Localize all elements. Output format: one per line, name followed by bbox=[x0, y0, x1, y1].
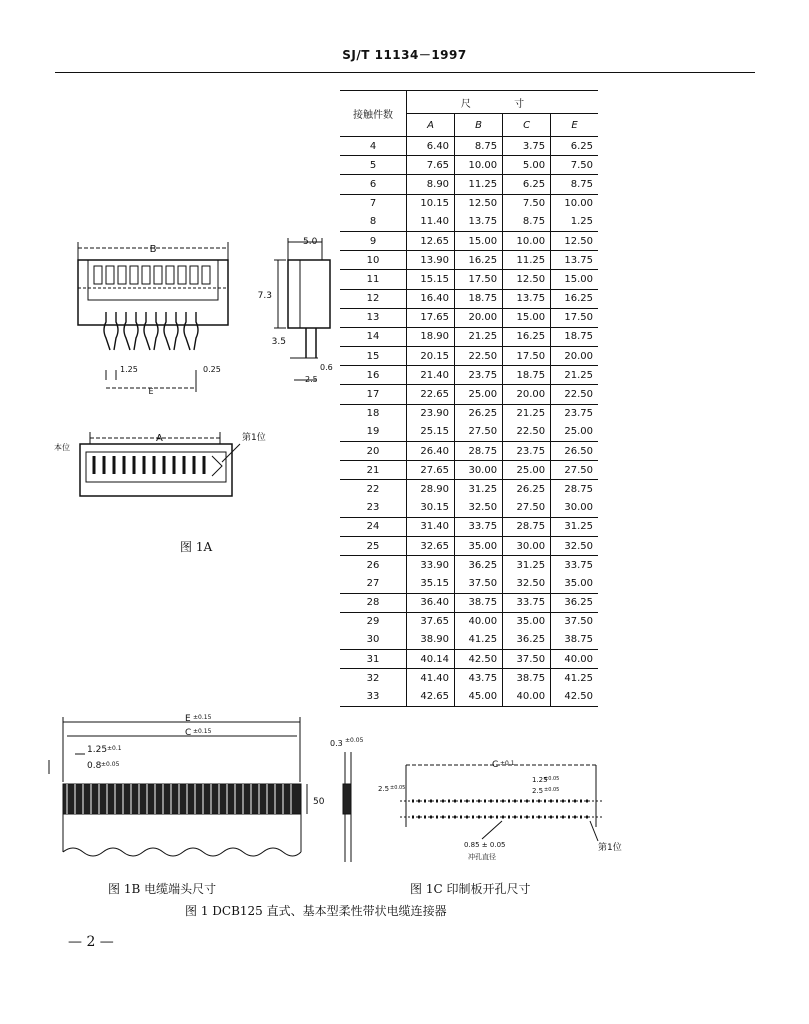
label-c: C bbox=[185, 728, 192, 738]
table-cell-count: 10 bbox=[340, 251, 407, 270]
table-cell-value: 6.25 bbox=[551, 137, 598, 156]
table-cell-count: 13 bbox=[340, 308, 407, 327]
table-cell-count: 30 bbox=[340, 631, 407, 650]
table-cell-value: 35.00 bbox=[551, 574, 598, 593]
figure-1a-caption: 图 1A bbox=[180, 540, 213, 554]
table-cell-value: 15.00 bbox=[503, 308, 551, 327]
table-cell-count: 11 bbox=[340, 270, 407, 289]
main-figure-caption: 图 1 DCB125 直式、基本型柔性带状电缆连接器 bbox=[185, 904, 447, 918]
table-cell-value: 13.75 bbox=[551, 251, 598, 270]
table-cell-count: 17 bbox=[340, 385, 407, 404]
label-e-tol: ±0.15 bbox=[193, 714, 212, 721]
table-cell-value: 20.00 bbox=[551, 347, 598, 366]
table-cell-value: 41.25 bbox=[455, 631, 503, 650]
table-cell-value: 15.00 bbox=[455, 231, 503, 250]
cable-side bbox=[330, 737, 364, 862]
board-holes bbox=[412, 801, 592, 817]
table-cell-value: 1.25 bbox=[551, 213, 598, 232]
table-cell-value: 27.50 bbox=[503, 499, 551, 518]
table-cell-value: 18.90 bbox=[407, 327, 455, 346]
table-cell-value: 36.25 bbox=[551, 593, 598, 612]
table-cell-count: 4 bbox=[340, 137, 407, 156]
table-cell-value: 7.50 bbox=[503, 194, 551, 213]
table-cell-value: 12.50 bbox=[503, 270, 551, 289]
label-hole: 0.85 ± 0.05 bbox=[464, 841, 506, 849]
table-cell-value: 28.75 bbox=[455, 442, 503, 461]
table-cell-value: 8.75 bbox=[455, 137, 503, 156]
table-cell-value: 40.00 bbox=[551, 650, 598, 669]
table-cell-count: 16 bbox=[340, 366, 407, 385]
table-cell-count: 19 bbox=[340, 423, 407, 442]
table-cell-count: 6 bbox=[340, 175, 407, 194]
figure-1a-drawing bbox=[50, 230, 350, 510]
label-25c-tol: ±0.05 bbox=[544, 787, 560, 793]
label-08: 0.8 bbox=[87, 761, 102, 771]
table-cell-count: 22 bbox=[340, 480, 407, 499]
table-cell-value: 25.00 bbox=[455, 385, 503, 404]
table-cell-value: 40.14 bbox=[407, 650, 455, 669]
table-row bbox=[340, 556, 598, 575]
table-cell-value: 28.75 bbox=[551, 480, 598, 499]
table-cell-value: 22.50 bbox=[455, 347, 503, 366]
table-cell-value: 37.50 bbox=[503, 650, 551, 669]
connector-side-view bbox=[258, 237, 333, 384]
label-c-tol: ±0.1 bbox=[500, 760, 515, 767]
table-row bbox=[340, 137, 598, 156]
table-cell-value: 21.40 bbox=[407, 366, 455, 385]
table-cell-value: 28.90 bbox=[407, 480, 455, 499]
label-03: 0.3 bbox=[330, 739, 343, 748]
table-cell-value: 13.90 bbox=[407, 251, 455, 270]
label-e: E bbox=[185, 714, 191, 724]
table-row bbox=[340, 251, 598, 270]
table-cell-value: 32.65 bbox=[407, 536, 455, 555]
table-cell-value: 10.00 bbox=[503, 231, 551, 250]
table-cell-value: 10.15 bbox=[407, 194, 455, 213]
table-cell-value: 33.75 bbox=[551, 556, 598, 575]
dimension-e-c bbox=[49, 714, 300, 782]
table-cell-value: 23.75 bbox=[503, 442, 551, 461]
label-03-tol: ±0.05 bbox=[345, 737, 364, 744]
table-cell-count: 31 bbox=[340, 650, 407, 669]
cable-end bbox=[63, 784, 325, 856]
label-5: 5.0 bbox=[303, 237, 318, 247]
table-cell-count: 7 bbox=[340, 194, 407, 213]
table-cell-value: 11.25 bbox=[503, 251, 551, 270]
table-cell-value: 23.75 bbox=[455, 366, 503, 385]
table-cell-value: 32.50 bbox=[503, 574, 551, 593]
table-cell-value: 40.00 bbox=[455, 612, 503, 631]
label-di1wei: 第1位 bbox=[242, 433, 266, 443]
table-cell-value: 35.00 bbox=[455, 536, 503, 555]
table-cell-count: 9 bbox=[340, 231, 407, 250]
table-cell-value: 21.25 bbox=[455, 327, 503, 346]
label-50: 50 bbox=[313, 797, 325, 807]
table-row bbox=[340, 442, 598, 461]
table-cell-count: 27 bbox=[340, 574, 407, 593]
table-row bbox=[340, 423, 598, 442]
table-row bbox=[340, 461, 598, 480]
table-cell-value: 26.40 bbox=[407, 442, 455, 461]
table-cell-value: 11.40 bbox=[407, 213, 455, 232]
table-cell-value: 33.75 bbox=[503, 593, 551, 612]
table-cell-count: 28 bbox=[340, 593, 407, 612]
table-cell-value: 27.50 bbox=[551, 461, 598, 480]
table-cell-value: 42.50 bbox=[455, 650, 503, 669]
table-cell-count: 15 bbox=[340, 347, 407, 366]
table-cell-value: 16.25 bbox=[503, 327, 551, 346]
figure-1c-caption: 图 1C 印制板开孔尺寸 bbox=[410, 882, 531, 896]
figure-1c-drawing bbox=[372, 755, 652, 867]
table-cell-value: 32.50 bbox=[455, 499, 503, 518]
table-cell-value: 38.75 bbox=[455, 593, 503, 612]
document-header: SJ/T 11134－1997 bbox=[342, 48, 467, 62]
label-c-tol: ±0.15 bbox=[193, 728, 212, 735]
table-row bbox=[340, 404, 598, 423]
label-25: 2.5 bbox=[305, 375, 318, 384]
col-a: A bbox=[407, 114, 455, 137]
table-cell-value: 25.15 bbox=[407, 423, 455, 442]
table-cell-value: 36.25 bbox=[455, 556, 503, 575]
table-cell-value: 42.65 bbox=[407, 687, 455, 706]
table-cell-value: 33.90 bbox=[407, 556, 455, 575]
label-a: A bbox=[156, 433, 163, 444]
table-cell-value: 41.25 bbox=[551, 669, 598, 688]
table-cell-count: 23 bbox=[340, 499, 407, 518]
label-25b: 1.25 bbox=[532, 776, 548, 784]
label-b: B bbox=[149, 244, 157, 255]
label-c: C bbox=[492, 760, 499, 770]
label-08-tol: ±0.05 bbox=[101, 761, 120, 768]
table-cell-value: 31.40 bbox=[407, 517, 455, 536]
table-cell-value: 20.00 bbox=[455, 308, 503, 327]
label-hole-desc: 冲孔直径 bbox=[468, 853, 496, 861]
table-cell-count: 12 bbox=[340, 289, 407, 308]
table-cell-count: 5 bbox=[340, 156, 407, 175]
table-cell-value: 37.65 bbox=[407, 612, 455, 631]
table-cell-value: 13.75 bbox=[455, 213, 503, 232]
table-cell-value: 22.50 bbox=[503, 423, 551, 442]
table-cell-count: 25 bbox=[340, 536, 407, 555]
table-row bbox=[340, 574, 598, 593]
col-size: 尺 寸 bbox=[407, 91, 599, 114]
table-cell-value: 37.50 bbox=[551, 612, 598, 631]
table-cell-value: 13.75 bbox=[503, 289, 551, 308]
header-rule bbox=[55, 72, 755, 73]
figure-1b-caption: 图 1B 电缆端头尺寸 bbox=[108, 882, 217, 896]
label-25b-tol: ±0.05 bbox=[544, 776, 560, 782]
table-row bbox=[340, 687, 598, 706]
table-cell-value: 26.50 bbox=[551, 442, 598, 461]
table-cell-value: 17.65 bbox=[407, 308, 455, 327]
table-cell-value: 22.65 bbox=[407, 385, 455, 404]
table-cell-value: 28.75 bbox=[503, 517, 551, 536]
table-cell-value: 6.40 bbox=[407, 137, 455, 156]
table-row bbox=[340, 366, 598, 385]
table-row bbox=[340, 385, 598, 404]
table-cell-count: 24 bbox=[340, 517, 407, 536]
label-125-tol: ±0.1 bbox=[107, 745, 122, 752]
table-cell-value: 17.50 bbox=[503, 347, 551, 366]
table-row bbox=[340, 347, 598, 366]
table-cell-value: 3.75 bbox=[503, 137, 551, 156]
table-cell-value: 38.75 bbox=[551, 631, 598, 650]
col-c: C bbox=[503, 114, 551, 137]
table-row bbox=[340, 308, 598, 327]
table-row bbox=[340, 480, 598, 499]
table-cell-value: 45.00 bbox=[455, 687, 503, 706]
table-cell-value: 12.50 bbox=[455, 194, 503, 213]
table-row bbox=[340, 231, 598, 250]
label-25a-tol: ±0.05 bbox=[390, 785, 406, 791]
table-cell-value: 32.50 bbox=[551, 536, 598, 555]
table-row bbox=[340, 175, 598, 194]
table-cell-value: 8.75 bbox=[503, 213, 551, 232]
table-cell-value: 42.50 bbox=[551, 687, 598, 706]
table-cell-count: 18 bbox=[340, 404, 407, 423]
table-cell-value: 41.40 bbox=[407, 669, 455, 688]
table-cell-value: 38.90 bbox=[407, 631, 455, 650]
table-cell-value: 6.25 bbox=[503, 175, 551, 194]
table-cell-value: 33.75 bbox=[455, 517, 503, 536]
label-25c: 2.5 bbox=[532, 787, 544, 795]
table-row bbox=[340, 270, 598, 289]
table-cell-value: 36.40 bbox=[407, 593, 455, 612]
label-025: 0.25 bbox=[203, 365, 221, 374]
table-cell-value: 31.25 bbox=[503, 556, 551, 575]
table-cell-value: 7.65 bbox=[407, 156, 455, 175]
table-cell-count: 20 bbox=[340, 442, 407, 461]
table-cell-value: 35.00 bbox=[503, 612, 551, 631]
table-cell-value: 5.00 bbox=[503, 156, 551, 175]
table-cell-value: 23.75 bbox=[551, 404, 598, 423]
table-cell-value: 26.25 bbox=[503, 480, 551, 499]
table-row bbox=[340, 327, 598, 346]
table-cell-value: 12.50 bbox=[551, 231, 598, 250]
table-cell-value: 21.25 bbox=[503, 404, 551, 423]
table-cell-value: 12.65 bbox=[407, 231, 455, 250]
table-cell-value: 31.25 bbox=[551, 517, 598, 536]
table-cell-value: 7.50 bbox=[551, 156, 598, 175]
table-cell-value: 37.50 bbox=[455, 574, 503, 593]
table-cell-count: 32 bbox=[340, 669, 407, 688]
table-cell-value: 23.90 bbox=[407, 404, 455, 423]
dimension-table bbox=[340, 90, 598, 707]
label-25a: 2.5 bbox=[378, 785, 390, 793]
label-benwei: 本位 bbox=[54, 443, 70, 452]
label-pitch: 1.25 bbox=[120, 365, 138, 374]
label-06: 0.6 bbox=[320, 363, 333, 372]
table-cell-value: 43.75 bbox=[455, 669, 503, 688]
table-cell-value: 18.75 bbox=[455, 289, 503, 308]
table-row bbox=[340, 156, 598, 175]
table-cell-value: 16.40 bbox=[407, 289, 455, 308]
table-cell-value: 35.15 bbox=[407, 574, 455, 593]
table-cell-value: 30.00 bbox=[503, 536, 551, 555]
table-cell-value: 27.50 bbox=[455, 423, 503, 442]
table-row bbox=[340, 612, 598, 631]
table-cell-value: 21.25 bbox=[551, 366, 598, 385]
table-cell-value: 17.50 bbox=[551, 308, 598, 327]
label-di1: 第1位 bbox=[598, 843, 622, 853]
figure-1b-drawing bbox=[45, 712, 365, 872]
table-row bbox=[340, 536, 598, 555]
table-cell-value: 16.25 bbox=[455, 251, 503, 270]
table-row bbox=[340, 593, 598, 612]
table-cell-value: 8.90 bbox=[407, 175, 455, 194]
label-73: 7.3 bbox=[257, 291, 272, 301]
page-number: — 2 — bbox=[68, 934, 114, 950]
table-cell-count: 8 bbox=[340, 213, 407, 232]
table-cell-value: 30.00 bbox=[455, 461, 503, 480]
table-row bbox=[340, 650, 598, 669]
table-cell-count: 26 bbox=[340, 556, 407, 575]
table-row bbox=[340, 213, 598, 232]
table-row bbox=[340, 631, 598, 650]
col-contact-count: 接触件数 bbox=[340, 91, 407, 137]
label-125: 1.25 bbox=[87, 745, 108, 755]
table-cell-value: 16.25 bbox=[551, 289, 598, 308]
table-body bbox=[340, 137, 598, 707]
dimension-b bbox=[78, 242, 228, 260]
dimension-pitch bbox=[106, 365, 221, 396]
table-row bbox=[340, 499, 598, 518]
table-row bbox=[340, 194, 598, 213]
table-cell-count: 29 bbox=[340, 612, 407, 631]
table-cell-value: 30.15 bbox=[407, 499, 455, 518]
col-e: E bbox=[551, 114, 598, 137]
table-cell-value: 17.50 bbox=[455, 270, 503, 289]
table-cell-value: 20.15 bbox=[407, 347, 455, 366]
col-b: B bbox=[455, 114, 503, 137]
table-row bbox=[340, 517, 598, 536]
table-cell-value: 20.00 bbox=[503, 385, 551, 404]
table-cell-value: 31.25 bbox=[455, 480, 503, 499]
table-cell-value: 38.75 bbox=[503, 669, 551, 688]
table-cell-value: 15.15 bbox=[407, 270, 455, 289]
connector-top-view bbox=[54, 431, 266, 496]
table-cell-value: 15.00 bbox=[551, 270, 598, 289]
table-cell-value: 18.75 bbox=[551, 327, 598, 346]
table-cell-value: 36.25 bbox=[503, 631, 551, 650]
table-cell-count: 21 bbox=[340, 461, 407, 480]
table-cell-value: 18.75 bbox=[503, 366, 551, 385]
label-e: E bbox=[148, 387, 154, 396]
table-cell-value: 40.00 bbox=[503, 687, 551, 706]
table-cell-value: 22.50 bbox=[551, 385, 598, 404]
table-cell-value: 25.00 bbox=[551, 423, 598, 442]
table-cell-count: 33 bbox=[340, 687, 407, 706]
table-cell-value: 10.00 bbox=[455, 156, 503, 175]
table-cell-value: 8.75 bbox=[551, 175, 598, 194]
table-row bbox=[340, 669, 598, 688]
label-35: 3.5 bbox=[271, 337, 286, 347]
table-cell-value: 25.00 bbox=[503, 461, 551, 480]
table-cell-count: 14 bbox=[340, 327, 407, 346]
connector-front-view bbox=[78, 260, 228, 350]
table-row bbox=[340, 289, 598, 308]
table-cell-value: 26.25 bbox=[455, 404, 503, 423]
table-cell-value: 27.65 bbox=[407, 461, 455, 480]
table-cell-value: 11.25 bbox=[455, 175, 503, 194]
table-cell-value: 10.00 bbox=[551, 194, 598, 213]
table-cell-value: 30.00 bbox=[551, 499, 598, 518]
